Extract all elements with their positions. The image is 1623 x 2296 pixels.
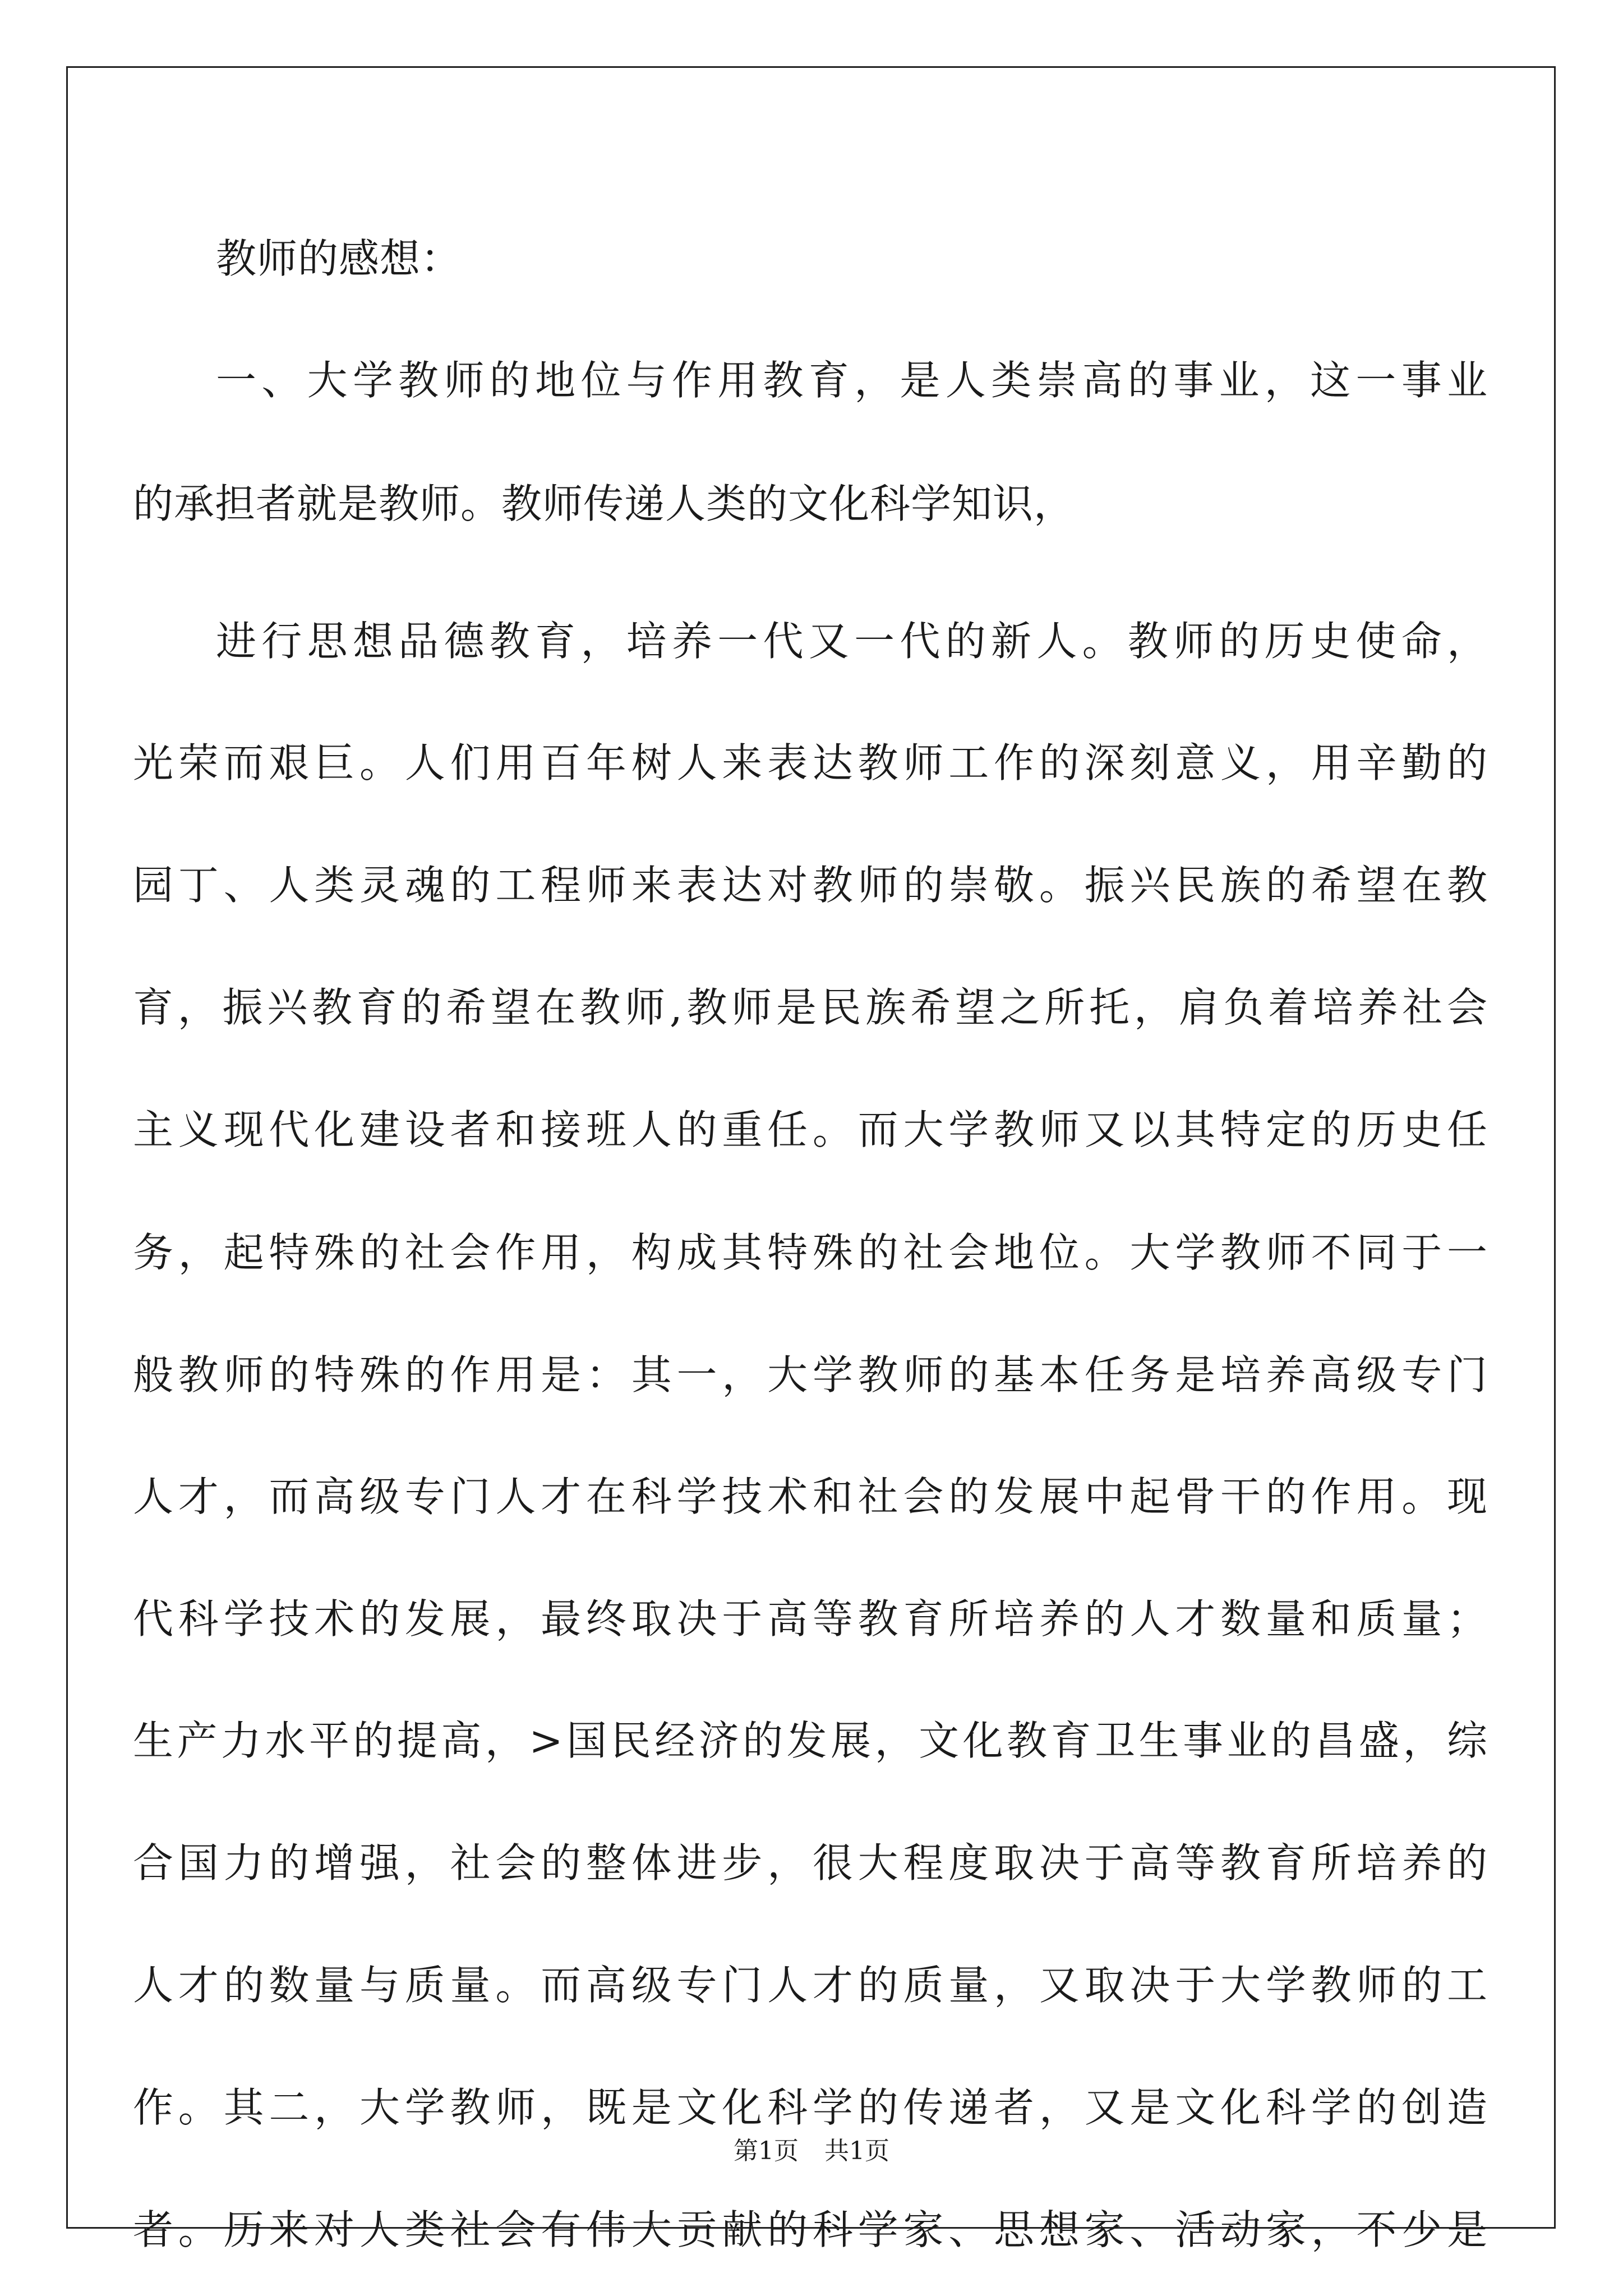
paragraph-line: 进行思想品德教育，培养一代又一代的新人。教师的历史使命， [216, 618, 1488, 665]
paragraph-line: 代科学技术的发展，最终取决于高等教育所培养的人才数量和质量； [133, 1595, 1488, 1642]
paragraph-line: 人才的数量与质量。而高级专门人才的质量，又取决于大学教师的工 [133, 1962, 1488, 2009]
paragraph-line: 作。其二，大学教师，既是文化科学的传递者，又是文化科学的创造 [133, 2084, 1488, 2131]
paragraph-line: 一、大学教师的地位与作用教育，是人类崇高的事业，这一事业 [216, 357, 1488, 404]
paragraph-line: 的承担者就是教师。教师传递人类的文化科学知识， [133, 480, 1075, 527]
paragraph-line: 人才，而高级专门人才在科学技术和社会的发展中起骨干的作用。现 [133, 1473, 1488, 1520]
paragraph-line: 务，起特殊的社会作用，构成其特殊的社会地位。大学教师不同于一 [133, 1229, 1488, 1276]
paragraph-line: 般教师的特殊的作用是：其一，大学教师的基本任务是培养高级专门 [133, 1351, 1488, 1398]
paragraph-line: 光荣而艰巨。人们用百年树人来表达教师工作的深刻意义，用辛勤的 [133, 739, 1488, 786]
paragraph-line: 园丁、人类灵魂的工程师来表达对教师的崇敬。振兴民族的希望在教 [133, 862, 1488, 909]
heading-line: 教师的感想： [216, 235, 462, 282]
paragraph-line: 合国力的增强，社会的整体进步，很大程度取决于高等教育所培养的 [133, 1839, 1488, 1887]
page-number: 第1页 [734, 2137, 799, 2165]
paragraph-line: 者。历来对人类社会有伟大贡献的科学家、思想家、活动家，不少是 [133, 2206, 1488, 2253]
page-total: 共1页 [824, 2137, 889, 2165]
page-footer [0, 2134, 1623, 2168]
paragraph-line: 主义现代化建设者和接班人的重任。而大学教师又以其特定的历史任 [133, 1106, 1488, 1153]
paragraph-line: 生产力水平的提高，>国民经济的发展，文化教育卫生事业的昌盛，综 [133, 1717, 1488, 1764]
paragraph-line: 育，振兴教育的希望在教师,教师是民族希望之所托，肩负着培养社会 [133, 984, 1488, 1031]
